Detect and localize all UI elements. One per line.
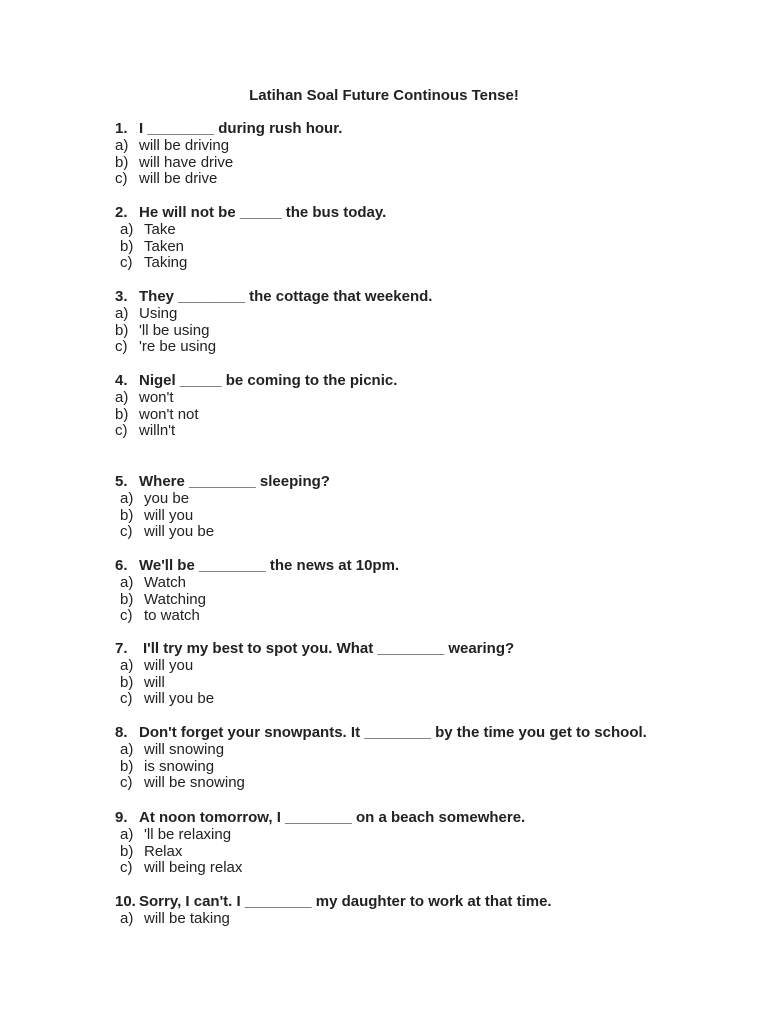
option-text: you be <box>144 490 190 507</box>
question-1 <box>0 120 768 188</box>
option-a <box>0 911 768 928</box>
question-number: 8. <box>115 724 128 741</box>
question-7 <box>0 640 768 708</box>
question-text: At noon tomorrow, I ________ on a beach somewhere. <box>139 809 526 826</box>
option-text: willn't <box>139 422 176 440</box>
question-text: He will not be _____ the bus today. <box>139 204 387 221</box>
option-letter: c) <box>115 422 128 440</box>
option-text: will you <box>144 506 194 524</box>
option-text: will be taking <box>144 910 230 927</box>
option-text: Taken <box>144 237 185 255</box>
option-letter: a) <box>120 221 134 238</box>
option-c <box>0 339 768 356</box>
option-a <box>0 742 768 759</box>
option-a <box>0 222 768 239</box>
option-letter: b) <box>120 590 134 608</box>
option-b <box>0 759 768 776</box>
option-text: will be driving <box>139 137 230 154</box>
question-line <box>0 120 768 138</box>
option-a <box>0 827 768 844</box>
option-letter: c) <box>115 170 128 188</box>
option-c <box>0 171 768 188</box>
option-text: 're be using <box>139 338 217 356</box>
option-letter: c) <box>120 607 133 625</box>
question-line <box>0 473 768 491</box>
option-c <box>0 691 768 708</box>
question-line <box>0 809 768 827</box>
option-text: will have drive <box>139 153 234 171</box>
question-line <box>0 893 768 911</box>
option-letter: b) <box>115 321 129 339</box>
question-line <box>0 288 768 306</box>
question-number: 5. <box>115 473 128 490</box>
option-letter: a) <box>115 389 129 406</box>
option-letter: c) <box>120 523 133 541</box>
option-text: 'll be relaxing <box>144 826 232 843</box>
option-b <box>0 323 768 340</box>
option-text: Using <box>139 305 178 322</box>
option-a <box>0 658 768 675</box>
option-letter: b) <box>120 506 134 524</box>
option-letter: b) <box>120 842 134 860</box>
question-text: Nigel _____ be coming to the picnic. <box>139 372 398 389</box>
worksheet-title: Latihan Soal Future Continous Tense! <box>249 87 519 104</box>
option-letter: c) <box>120 690 133 708</box>
option-a <box>0 390 768 407</box>
option-letter: c) <box>115 338 128 356</box>
question-text: I'll try my best to spot you. What ________ wearing? <box>143 640 515 657</box>
question-6 <box>0 557 768 625</box>
option-a <box>0 306 768 323</box>
option-c <box>0 524 768 541</box>
option-text: will snowing <box>144 741 225 758</box>
option-text: will you be <box>144 523 215 541</box>
option-text: Take <box>144 221 176 238</box>
question-number: 1. <box>115 120 128 137</box>
option-b <box>0 675 768 692</box>
option-letter: c) <box>120 254 133 272</box>
question-number: 7. <box>115 640 128 657</box>
question-number: 6. <box>115 557 128 574</box>
option-text: Taking <box>144 254 188 272</box>
question-8 <box>0 724 768 792</box>
option-text: is snowing <box>144 757 215 775</box>
option-c <box>0 608 768 625</box>
question-text: We'll be ________ the news at 10pm. <box>139 557 400 574</box>
option-a <box>0 138 768 155</box>
question-text: Sorry, I can't. I ________ my daughter to work at that time. <box>139 893 552 910</box>
option-text: will being relax <box>144 859 243 877</box>
option-text: Watching <box>144 590 206 608</box>
question-number: 10. <box>115 893 136 910</box>
option-b <box>0 407 768 424</box>
question-text: Where ________ sleeping? <box>139 473 330 490</box>
option-text: won't not <box>139 405 199 423</box>
option-text: Relax <box>144 842 183 860</box>
question-3 <box>0 288 768 356</box>
option-b <box>0 155 768 172</box>
question-text: Don't forget your snowpants. It ________ by the time you get to school. <box>139 724 647 741</box>
question-number: 9. <box>115 809 128 826</box>
option-a <box>0 575 768 592</box>
option-c <box>0 255 768 272</box>
option-text: will be drive <box>139 170 218 188</box>
question-line <box>0 204 768 222</box>
option-c <box>0 423 768 440</box>
option-text: will <box>144 673 165 691</box>
option-text: will be snowing <box>144 774 245 792</box>
option-letter: a) <box>120 826 134 843</box>
option-b <box>0 508 768 525</box>
option-letter: c) <box>120 859 133 877</box>
option-text: will you <box>144 657 194 674</box>
question-number: 4. <box>115 372 128 389</box>
option-c <box>0 775 768 792</box>
option-letter: b) <box>115 153 129 171</box>
question-5 <box>0 473 768 541</box>
option-letter: a) <box>120 910 134 927</box>
question-4 <box>0 372 768 440</box>
question-line <box>0 640 768 658</box>
option-c <box>0 860 768 877</box>
option-text: Watch <box>144 574 186 591</box>
option-letter: a) <box>115 137 129 154</box>
option-letter: a) <box>120 490 134 507</box>
option-text: to watch <box>144 607 200 625</box>
option-letter: a) <box>120 741 134 758</box>
option-letter: b) <box>120 757 134 775</box>
question-10 <box>0 893 768 928</box>
option-b <box>0 239 768 256</box>
question-9 <box>0 809 768 877</box>
option-letter: a) <box>115 305 129 322</box>
option-text: 'll be using <box>139 321 210 339</box>
option-letter: c) <box>120 774 133 792</box>
question-2 <box>0 204 768 272</box>
option-letter: a) <box>120 657 134 674</box>
question-text: I ________ during rush hour. <box>139 120 343 137</box>
question-line <box>0 724 768 742</box>
option-b <box>0 592 768 609</box>
option-b <box>0 844 768 861</box>
option-letter: b) <box>115 405 129 423</box>
question-line <box>0 557 768 575</box>
option-text: will you be <box>144 690 215 708</box>
option-text: won't <box>139 389 174 406</box>
option-letter: a) <box>120 574 134 591</box>
option-letter: b) <box>120 237 134 255</box>
question-text: They ________ the cottage that weekend. <box>139 288 433 305</box>
question-line <box>0 372 768 390</box>
option-letter: b) <box>120 673 134 691</box>
question-number: 2. <box>115 204 128 221</box>
option-a <box>0 491 768 508</box>
question-number: 3. <box>115 288 128 305</box>
